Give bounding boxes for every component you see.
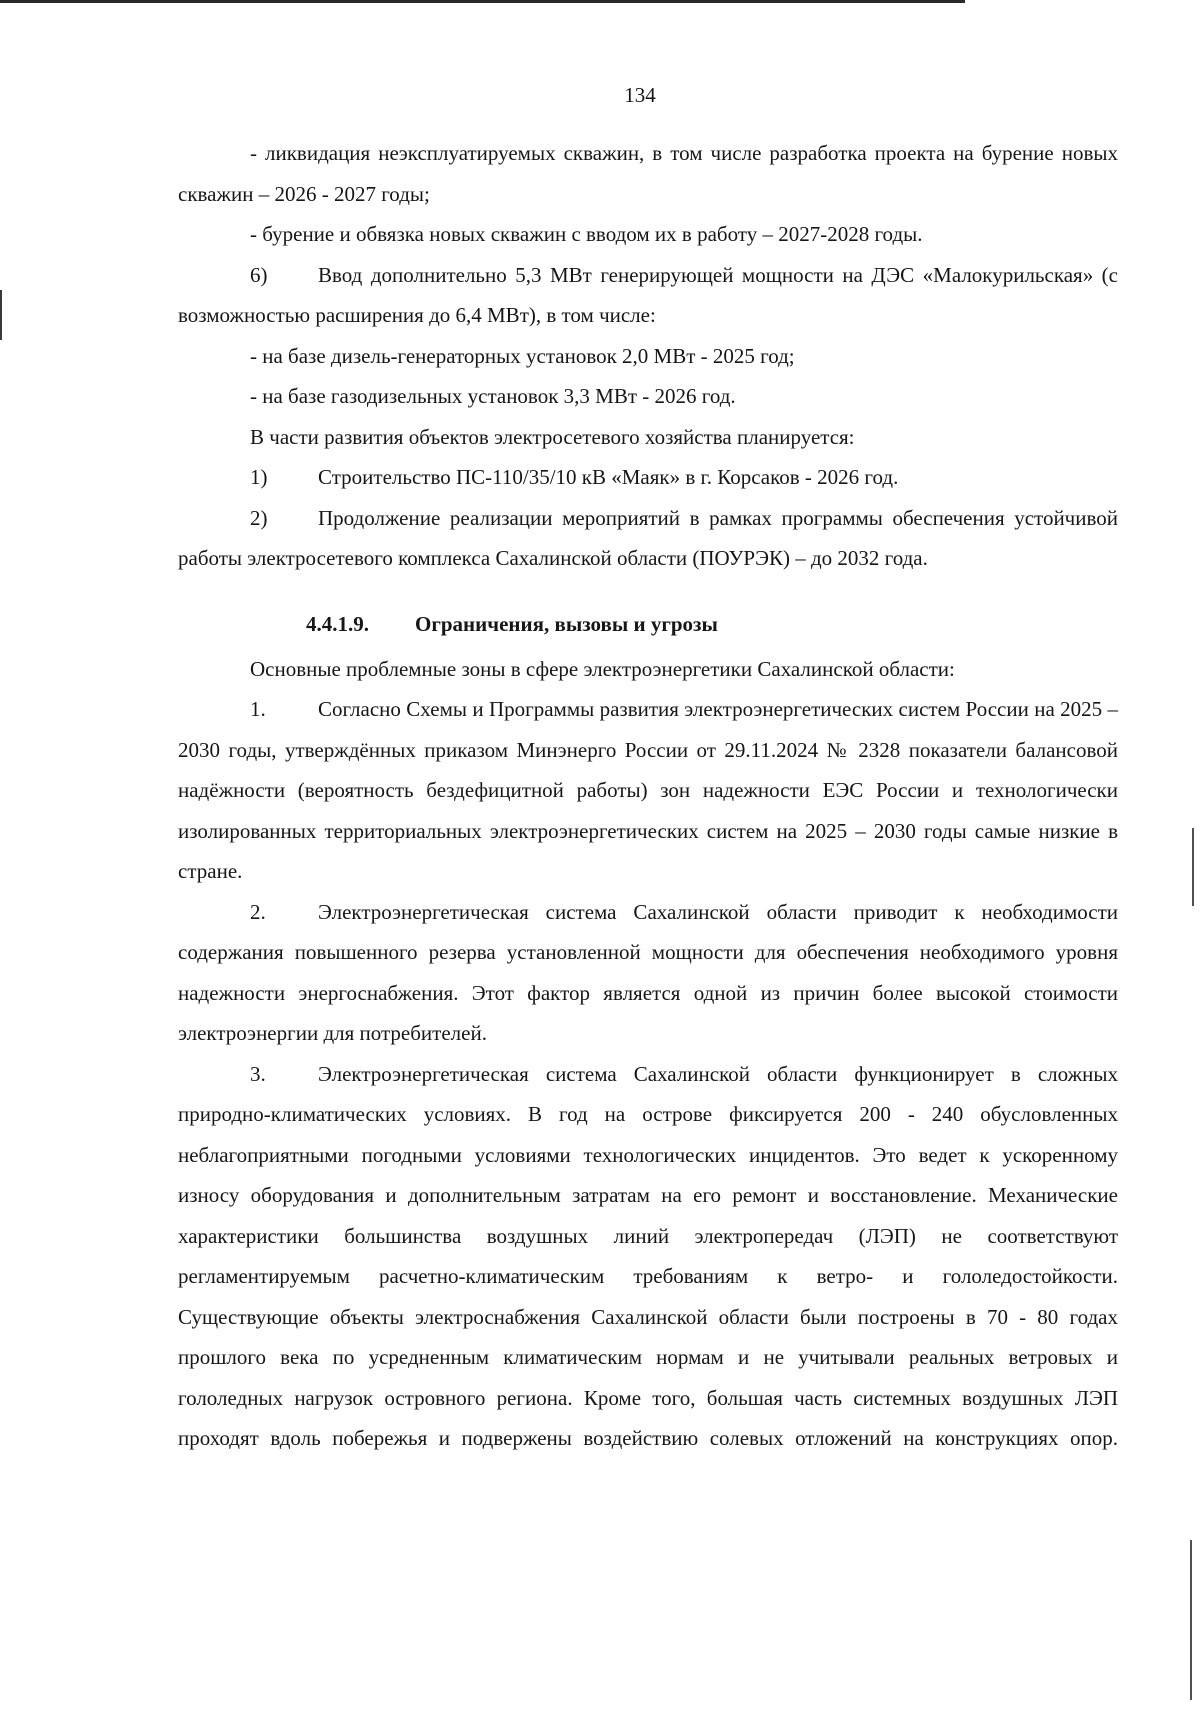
paragraph-text: - на базе дизель-генераторных установок 2,0 МВт - 2025 год; xyxy=(250,343,795,368)
paragraph-text: Основные проблемные зоны в сфере электроэнергетики Сахалинской области: xyxy=(250,656,955,681)
paragraph xyxy=(178,417,1118,458)
item-number: 1. xyxy=(250,697,266,721)
scan-top-border xyxy=(0,0,965,3)
item-text: Согласно Схемы и Программы развития электроэнергетических систем России на 2025 – 2030 годы, утверждённых приказом Минэнерго России от 29.11.2024 № 2328 показатели балансовой надёжности (вероятность бездефицитной работы) зон надежности ЕЭС России и технологически изолированных территориальных электроэнергетических систем на 2025 – 2030 годы самые низкие в стране. xyxy=(178,697,1118,883)
paragraph xyxy=(178,376,1118,417)
section-title: Ограничения, вызовы и угрозы xyxy=(415,611,718,636)
item-number: 2. xyxy=(250,899,266,924)
section-number: 4.4.1.9. xyxy=(306,611,369,636)
page-number: 134 xyxy=(624,83,656,107)
paragraph xyxy=(178,214,1118,255)
item-text: Электроэнергетическая система Сахалинской области приводит к необходимости содержания повышенного резерва установленной мощности для обеспечения необходимого уровня надежности энергоснабжения. Этот фактор является одной из причин более высокой стоимости электроэнергии для потребителей. xyxy=(178,899,1118,1045)
scan-edge-mark xyxy=(1192,828,1194,906)
section-intro xyxy=(178,649,1118,690)
scan-edge-mark xyxy=(1190,1540,1192,1700)
scan-binding-mark xyxy=(0,290,2,340)
paragraph-text: В части развития объектов электросетевого хозяйства планируется: xyxy=(250,424,855,449)
item-number: 3. xyxy=(250,1061,266,1086)
list-item xyxy=(178,689,1118,892)
paragraph xyxy=(178,336,1118,377)
paragraph-text: - на базе газодизельных установок 3,3 МВт - 2026 год. xyxy=(250,384,736,408)
numbered-paragraph xyxy=(178,498,1118,579)
numbered-paragraph xyxy=(178,255,1118,336)
paragraph-text: Строительство ПС-110/35/10 кВ «Маяк» в г. Корсаков - 2026 год. xyxy=(318,465,899,489)
paragraph-number: 2) xyxy=(250,505,268,530)
paragraph-text: Продолжение реализации мероприятий в рамках программы обеспечения устойчивой работы электросетевого комплекса Сахалинской области (ПОУРЭК) – до 2032 года. xyxy=(178,505,1118,570)
section-heading xyxy=(178,605,1118,643)
paragraph xyxy=(178,133,1118,214)
paragraph-text: - бурение и обвязка новых скважин с вводом их в работу – 2027-2028 годы. xyxy=(250,222,923,246)
item-text: Электроэнергетическая система Сахалинской области функционирует в сложных природно-климатических условиях. В год на острове фиксируется 200 - 240 обусловленных неблагоприятными погодными условиями технологических инцидентов. Это ведет к ускоренному износу оборудования и дополнительным затратам на его ремонт и восстановление. Механические характеристики большинства воздушных линий электропередач (ЛЭП) не соответствуют регламентируемым расчетно-климатическим требованиям к ветро- и гололедостойкости. Существующие объекты электроснабжения Сахалинской области были построены в 70 - 80 годах прошлого века по усредненным климатическим нормам и не учитывали реальных ветровых и гололедных нагрузок островного региона. Кроме того, большая часть системных воздушных ЛЭП проходят вдоль побережья и подвержены воздействию солевых отложений на конструкциях опор. xyxy=(178,1061,1118,1450)
list-item xyxy=(178,892,1118,1054)
paragraph-text: - ликвидация неэксплуатируемых скважин, в том числе разработка проекта на бурение новых скважин – 2026 - 2027 годы; xyxy=(178,141,1118,206)
document-body xyxy=(178,133,1118,1459)
paragraph-number: 1) xyxy=(250,465,268,489)
paragraph-text: Ввод дополнительно 5,3 МВт генерирующей мощности на ДЭС «Малокурильская» (с возможностью расширения до 6,4 МВт), в том числе: xyxy=(178,262,1118,327)
list-item xyxy=(178,1054,1118,1459)
paragraph-number: 6) xyxy=(250,262,268,287)
numbered-paragraph xyxy=(178,457,1118,498)
